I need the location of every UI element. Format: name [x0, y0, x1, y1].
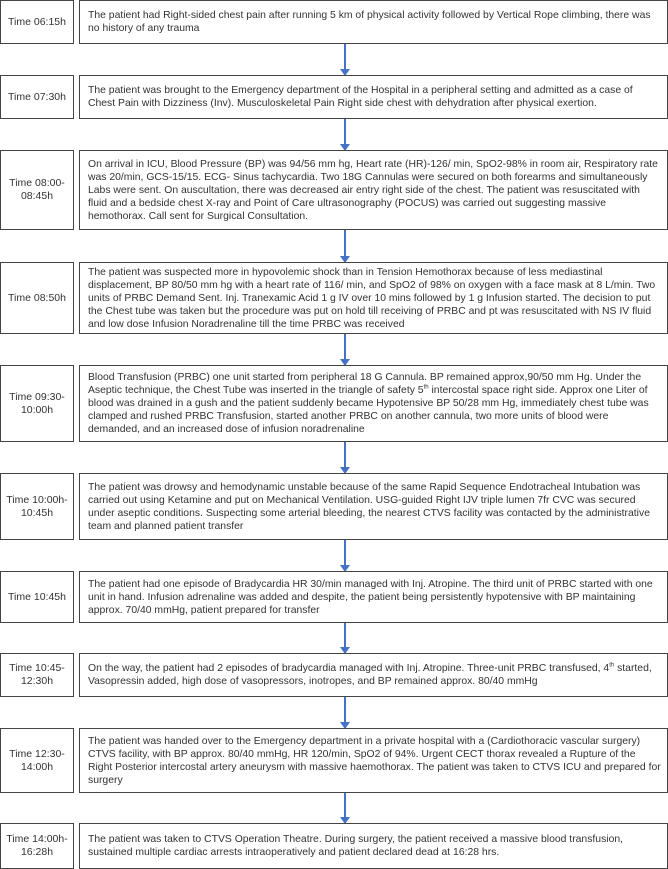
event-text: The patient had one episode of Bradycardia HR 30/min managed with Inj. Atropine. The third unit of PRBC started with one unit in hand. Infusion adrenaline was added and despite, the patient being persistently hypotensive with BP maintaining approx. 70/40 mmHg, patient prepared for transfer: [88, 578, 653, 616]
down-arrow-icon: [344, 540, 346, 571]
event-description: [79, 473, 668, 540]
down-arrow-icon: [344, 793, 346, 823]
event-time: Time 12:30-14:00h: [0, 728, 74, 793]
down-arrow-icon: [344, 442, 346, 473]
timeline-event: [0, 365, 668, 442]
event-text: On arrival in ICU, Blood Pressure (BP) was 94/56 mm hg, Heart rate (HR)-126/ min, SpO2-98% in room air, Respiratory rate was 20/min, GCS-15/15. ECG- Sinus tachycardia. Two 18G Cannulas were secured on both forearms and simultaneously Labs were sent. On auscultation, there was decreased air entry right side of the chest. The patient was resuscitated with fluid and a bedside chest X-ray and Point of Care ultrasonography (POCUS) was carried out suggesting massive hemothorax. Call sent for Surgical Consultation.: [88, 158, 658, 222]
event-time: Time 08:50h: [0, 262, 74, 334]
timeline-event: [0, 571, 668, 623]
event-description: [79, 823, 668, 869]
event-text: The patient was taken to CTVS Operation Theatre. During surgery, the patient received a massive blood transfusion, sustained multiple cardiac arrests intraoperatively and patient declared dead at 16:28 hrs.: [88, 834, 624, 858]
down-arrow-icon: [344, 119, 346, 150]
event-time: Time 14:00h-16:28h: [0, 823, 74, 869]
timeline-event: [0, 75, 668, 119]
timeline-event: [0, 728, 668, 793]
event-text: On the way, the patient had 2 episodes of bradycardia managed with Inj. Atropine. Three-unit PRBC transfused, 4: [88, 663, 610, 674]
event-text: Blood Transfusion (PRBC) one unit started from peripheral 18 G Cannula. BP remained approx,90/50 mm Hg. Under the Aseptic technique, the Chest Tube was inserted in the triangle of safety 5: [88, 372, 642, 396]
timeline-event: [0, 0, 668, 44]
event-text: The patient was handed over to the Emergency department in a private hospital with a (Cardiothoracic vascular surgery) CTVS facility, with BP approx. 80/40 mmHg, HR 120/min, SpO2 of 94%. Urgent CECT thorax revealed a Rupture of the Right Posterior intercostal artery aneurysm with massive haemothorax. The patient was taken to CTVS ICU and prepared for surgery: [88, 735, 661, 786]
down-arrow-icon: [344, 230, 346, 262]
event-description: [79, 262, 668, 334]
ordinal-suffix: th: [609, 662, 615, 669]
timeline-event: [0, 262, 668, 334]
down-arrow-icon: [344, 334, 346, 365]
event-description: [79, 150, 668, 230]
event-description: [79, 75, 668, 119]
down-arrow-icon: [344, 697, 346, 728]
event-time: Time 10:00h-10:45h: [0, 473, 74, 540]
down-arrow-icon: [344, 623, 346, 653]
event-text: The patient was suspected more in hypovolemic shock than in Tension Hemothorax because of less mediastinal displacement, BP 80/50 mm hg with a heart rate of 116/ min, and SpO2 of 98% on oxygen with a face mask at 8 L/min. Two units of PRBC Demand Sent. Inj. Tranexamic Acid 1 g IV over 10 mins followed by 1 g Infusion started. The decision to put the Chest tube was taken but the procedure was put on hold till receiving of PRBC and pt was resuscitated with NS IV fluid and low dose Infusion Noradrenaline till the time PRBC was received: [88, 266, 656, 330]
timeline-event: [0, 653, 668, 697]
timeline-event: [0, 150, 668, 230]
event-description: [79, 0, 668, 44]
event-text-wrap: [88, 662, 661, 688]
event-description: [79, 365, 668, 442]
event-text: The patient was brought to the Emergency department of the Hospital in a peripheral setting and admitted as a case of Chest Pain with Dizziness (Inv). Musculoskeletal Pain Right side chest with dehydration after physical exertion.: [88, 85, 633, 109]
event-time: Time 09:30-10:00h: [0, 365, 74, 442]
event-description: [79, 571, 668, 623]
event-time: Time 08:00- 08:45h: [0, 150, 74, 230]
event-text-continued: started, Vasopressin added, high dose of vasopressors, inotropes, and BP remained approx. 80/40 mmHg: [88, 663, 652, 687]
event-text-continued: intercostal space right side. Approx one Liter of blood was drained in a gush and the patient suddenly became Hypotensive BP 50/28 mm Hg, immediately chest tube was clamped and rushed PRBC Transfusion, started another PRBC on another cannula, two more units of blood were demanded, and an increased dose of infusion noradrenaline: [88, 385, 649, 435]
event-time: Time 10:45h: [0, 571, 74, 623]
ordinal-suffix: th: [423, 384, 429, 391]
event-description: [79, 728, 668, 793]
timeline-event: [0, 823, 668, 869]
event-description: [79, 653, 668, 697]
event-time: Time 10:45-12:30h: [0, 653, 74, 697]
event-text-wrap: [88, 371, 661, 436]
event-time: Time 06:15h: [0, 0, 74, 44]
event-text: The patient was drowsy and hemodynamic unstable because of the same Rapid Sequence Endotracheal Intubation was carried out using Ketamine and put on Mechanical Ventilation. USG-guided Right IJV triple lumen 7fr CVC was secured under aseptic conditions. Suspecting some arterial bleeding, the nearest CTVS facility was contacted by the administrative team and planned patient transfer: [88, 481, 650, 532]
down-arrow-icon: [344, 44, 346, 75]
event-text: The patient had Right-sided chest pain after running 5 km of physical activity followed by Vertical Rope climbing, there was no history of any trauma: [88, 10, 651, 34]
event-time: Time 07:30h: [0, 75, 74, 119]
timeline-event: [0, 473, 668, 540]
